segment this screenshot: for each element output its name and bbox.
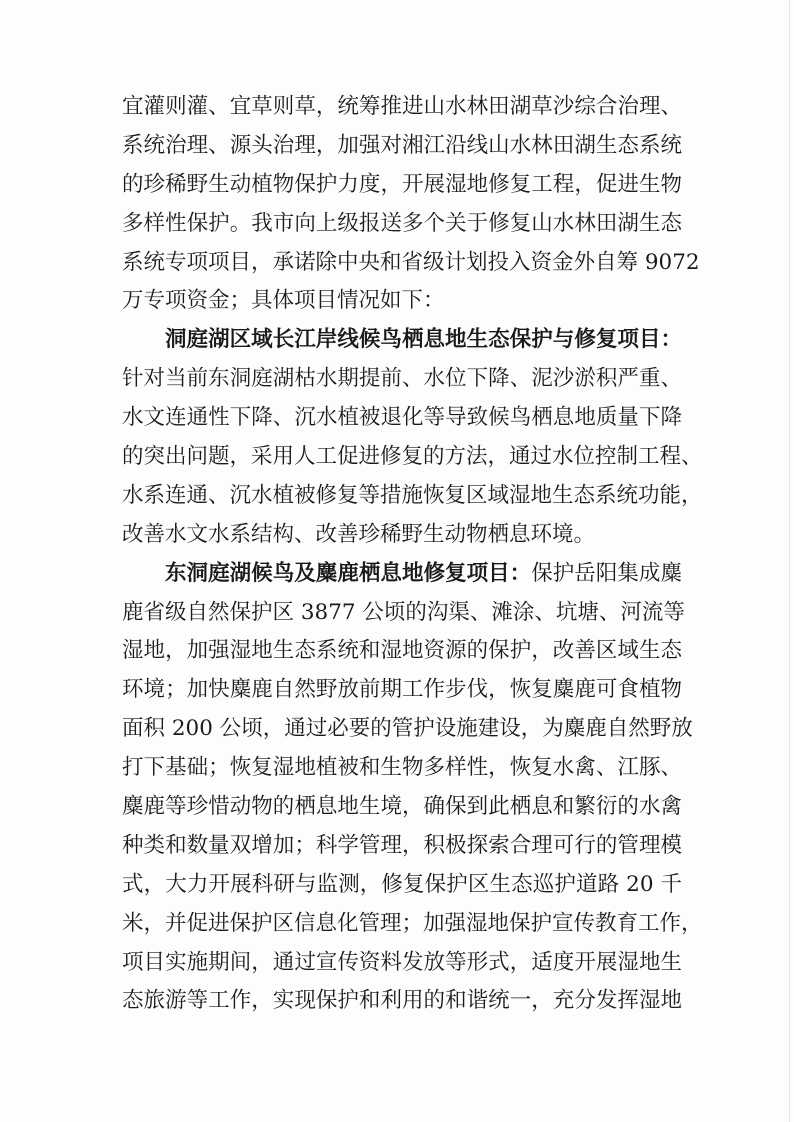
paragraph-line: 针对当前东洞庭湖枯水期提前、水位下降、泥沙淤积严重、 <box>122 366 682 392</box>
paragraph-line: 式，大力开展科研与监测，修复保护区生态巡护道路 20 千 <box>122 871 682 897</box>
paragraph-line: 鹿省级自然保护区 3877 公顷的沟渠、滩涂、坑塘、河流等 <box>122 599 685 625</box>
section-heading-tail: 保护岳阳集成麋 <box>531 560 682 586</box>
paragraph-line: 水文连通性下降、沉水植被退化等导致候鸟栖息地质量下降 <box>122 405 682 431</box>
paragraph-line: 面积 200 公顷，通过必要的管护设施建设，为麋鹿自然野放 <box>122 716 693 742</box>
paragraph-line: 的突出问题，采用人工促进修复的方法，通过水位控制工程、 <box>122 444 703 470</box>
paragraph-line: 系统专项项目，承诺除中央和省级计划投入资金外自筹 9072 <box>122 249 700 275</box>
page-edge-divider <box>789 0 790 1122</box>
paragraph-line: 系统治理、源头治理，加强对湘江沿线山水林田湖生态系统 <box>122 132 682 158</box>
paragraph-line: 湿地，加强湿地生态系统和湿地资源的保护，改善区域生态 <box>122 638 682 664</box>
paragraph-line: 改善水文水系结构、改善珍稀野生动物栖息环境。 <box>122 521 596 547</box>
section-heading: 洞庭湖区域长江岸线候鸟栖息地生态保护与修复项目： <box>165 327 682 353</box>
paragraph-line: 种类和数量双增加；科学管理，积极探索合理可行的管理模 <box>122 832 682 858</box>
section-heading: 东洞庭湖候鸟及麋鹿栖息地修复项目： <box>165 560 532 586</box>
paragraph-line: 项目实施期间，通过宣传资料发放等形式，适度开展湿地生 <box>122 949 682 975</box>
paragraph-line: 态旅游等工作，实现保护和利用的和谐统一，充分发挥湿地 <box>122 988 682 1014</box>
paragraph-line: 万专项资金；具体项目情况如下： <box>122 288 445 314</box>
paragraph-line: 打下基础；恢复湿地植被和生物多样性，恢复水禽、江豚、 <box>122 755 682 781</box>
section-heading-line <box>122 555 682 594</box>
paragraph-line: 水系连通、沉水植被修复等措施恢复区域湿地生态系统功能， <box>122 482 703 508</box>
body-text <box>122 88 703 1021</box>
paragraph-line: 多样性保护。我市向上级报送多个关于修复山水林田湖生态 <box>122 210 682 236</box>
paragraph-line: 麋鹿等珍惜动物的栖息地生境，确保到此栖息和繁衍的水禽 <box>122 794 682 820</box>
paragraph-line: 的珍稀野生动植物保护力度，开展湿地修复工程，促进生物 <box>122 171 682 197</box>
paragraph-line: 米，并促进保护区信息化管理；加强湿地保护宣传教育工作， <box>122 910 703 936</box>
paragraph-line: 宜灌则灌、宜草则草，统筹推进山水林田湖草沙综合治理、 <box>122 94 682 119</box>
paragraph-line: 环境；加快麋鹿自然野放前期工作步伐，恢复麋鹿可食植物 <box>122 677 682 703</box>
